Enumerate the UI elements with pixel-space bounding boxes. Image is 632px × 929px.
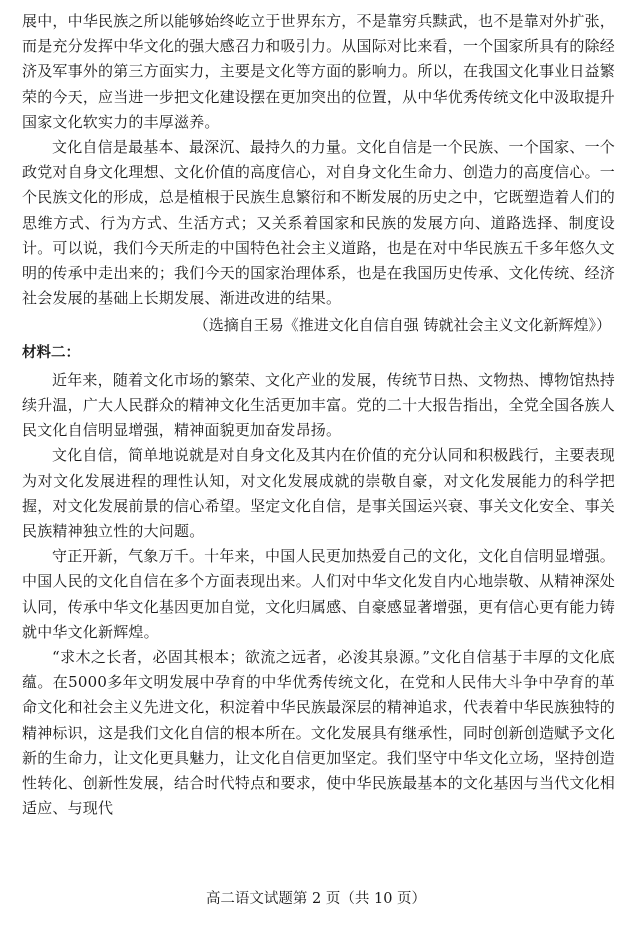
material-heading: 材料二： [22, 344, 80, 361]
passage-paragraph: “求木之长者，必固其根本；欲流之远者，必浚其泉源。”文化自信基于丰厚的文化底蕴。在5000多年文明发展中孕育的中华优秀传统文化，在党和人民伟大斗争中孕育的革命文化和社会主义先进文化，积淀着中华民族最深层的精神追求，代表着中华民族独特的精神标识，这是我们文化自信的根本所在。文化发展具有继承性，同时创新创造赋予文化新的生命力，让文化更具魅力，让文化自信更加坚定。我们坚守中华文化立场，坚持创造性转化、创新性发展，结合时代特点和要求，使中华民族最基本的文化基因与当代文化相适应、与现代 [22, 648, 615, 818]
passage-paragraph: 文化自信，简单地说就是对自身文化及其内在价值的充分认同和积极践行，主要表现为对文化发展进程的理性认知，对文化发展成就的崇敬自豪，对文化发展能力的科学把握，对文化发展前景的信心希望。坚定文化自信，是事关国运兴衰、事关文化安全、事关民族精神独立性的大问题。 [22, 446, 615, 541]
passage-paragraph: 文化自信是最基本、最深沉、最持久的力量。文化自信是一个民族、一个国家、一个政党对自身文化理想、文化价值的高度信心，对自身文化生命力、创造力的高度信心。一个民族文化的形成，总是植根于民族生息繁衍和不断发展的历史之中，它既塑造着人们的思维方式、行为方式、生活方式；又关系着国家和民族的发展方向、道路选择、制度设计。可以说，我们今天所走的中国特色社会主义道路，也是在对中华民族五千多年悠久文明的传承中走出来的；我们今天的国家治理体系，也是在我国历史传承、文化传统、经济社会发展的基础上长期发展、渐进改进的结果。 [22, 138, 615, 308]
passage-paragraph: 展中，中华民族之所以能够始终屹立于世界东方，不是靠穷兵黩武，也不是靠对外扩张，而是充分发挥中华文化的强大感召力和吸引力。从国际对比来看，一个国家所具有的除经济及军事外的第三方面实力，主要是文化等方面的影响力。所以，在我国文化事业日益繁荣的今天，应当进一步把文化建设摆在更加突出的位置，从中华优秀传统文化中汲取提升国家文化软实力的丰厚滋养。 [22, 12, 615, 131]
passage-paragraph: 近年来，随着文化市场的繁荣、文化产业的发展，传统节日热、文物热、博物馆热持续升温，广大人民群众的精神文化生活更加丰富。党的二十大报告指出，全党全国各族人民文化自信明显增强，精神面貌更加奋发昂扬。 [22, 370, 615, 440]
page-footer: 高二语文试题第 2 页（共 10 页） [205, 891, 427, 907]
source-citation: （选摘自王易《推进文化自信自强 铸就社会主义文化新辉煌》） [193, 316, 611, 335]
passage-paragraph: 守正开新，气象万千。十年来，中国人民更加热爱自己的文化，文化自信明显增强。中国人民的文化自信在多个方面表现出来。人们对中华文化发自内心地崇敬、从精神深处认同，传承中华文化基因更加自觉，文化归属感、自豪感显著增强，更有信心更有能力铸就中华文化新辉煌。 [22, 547, 615, 641]
